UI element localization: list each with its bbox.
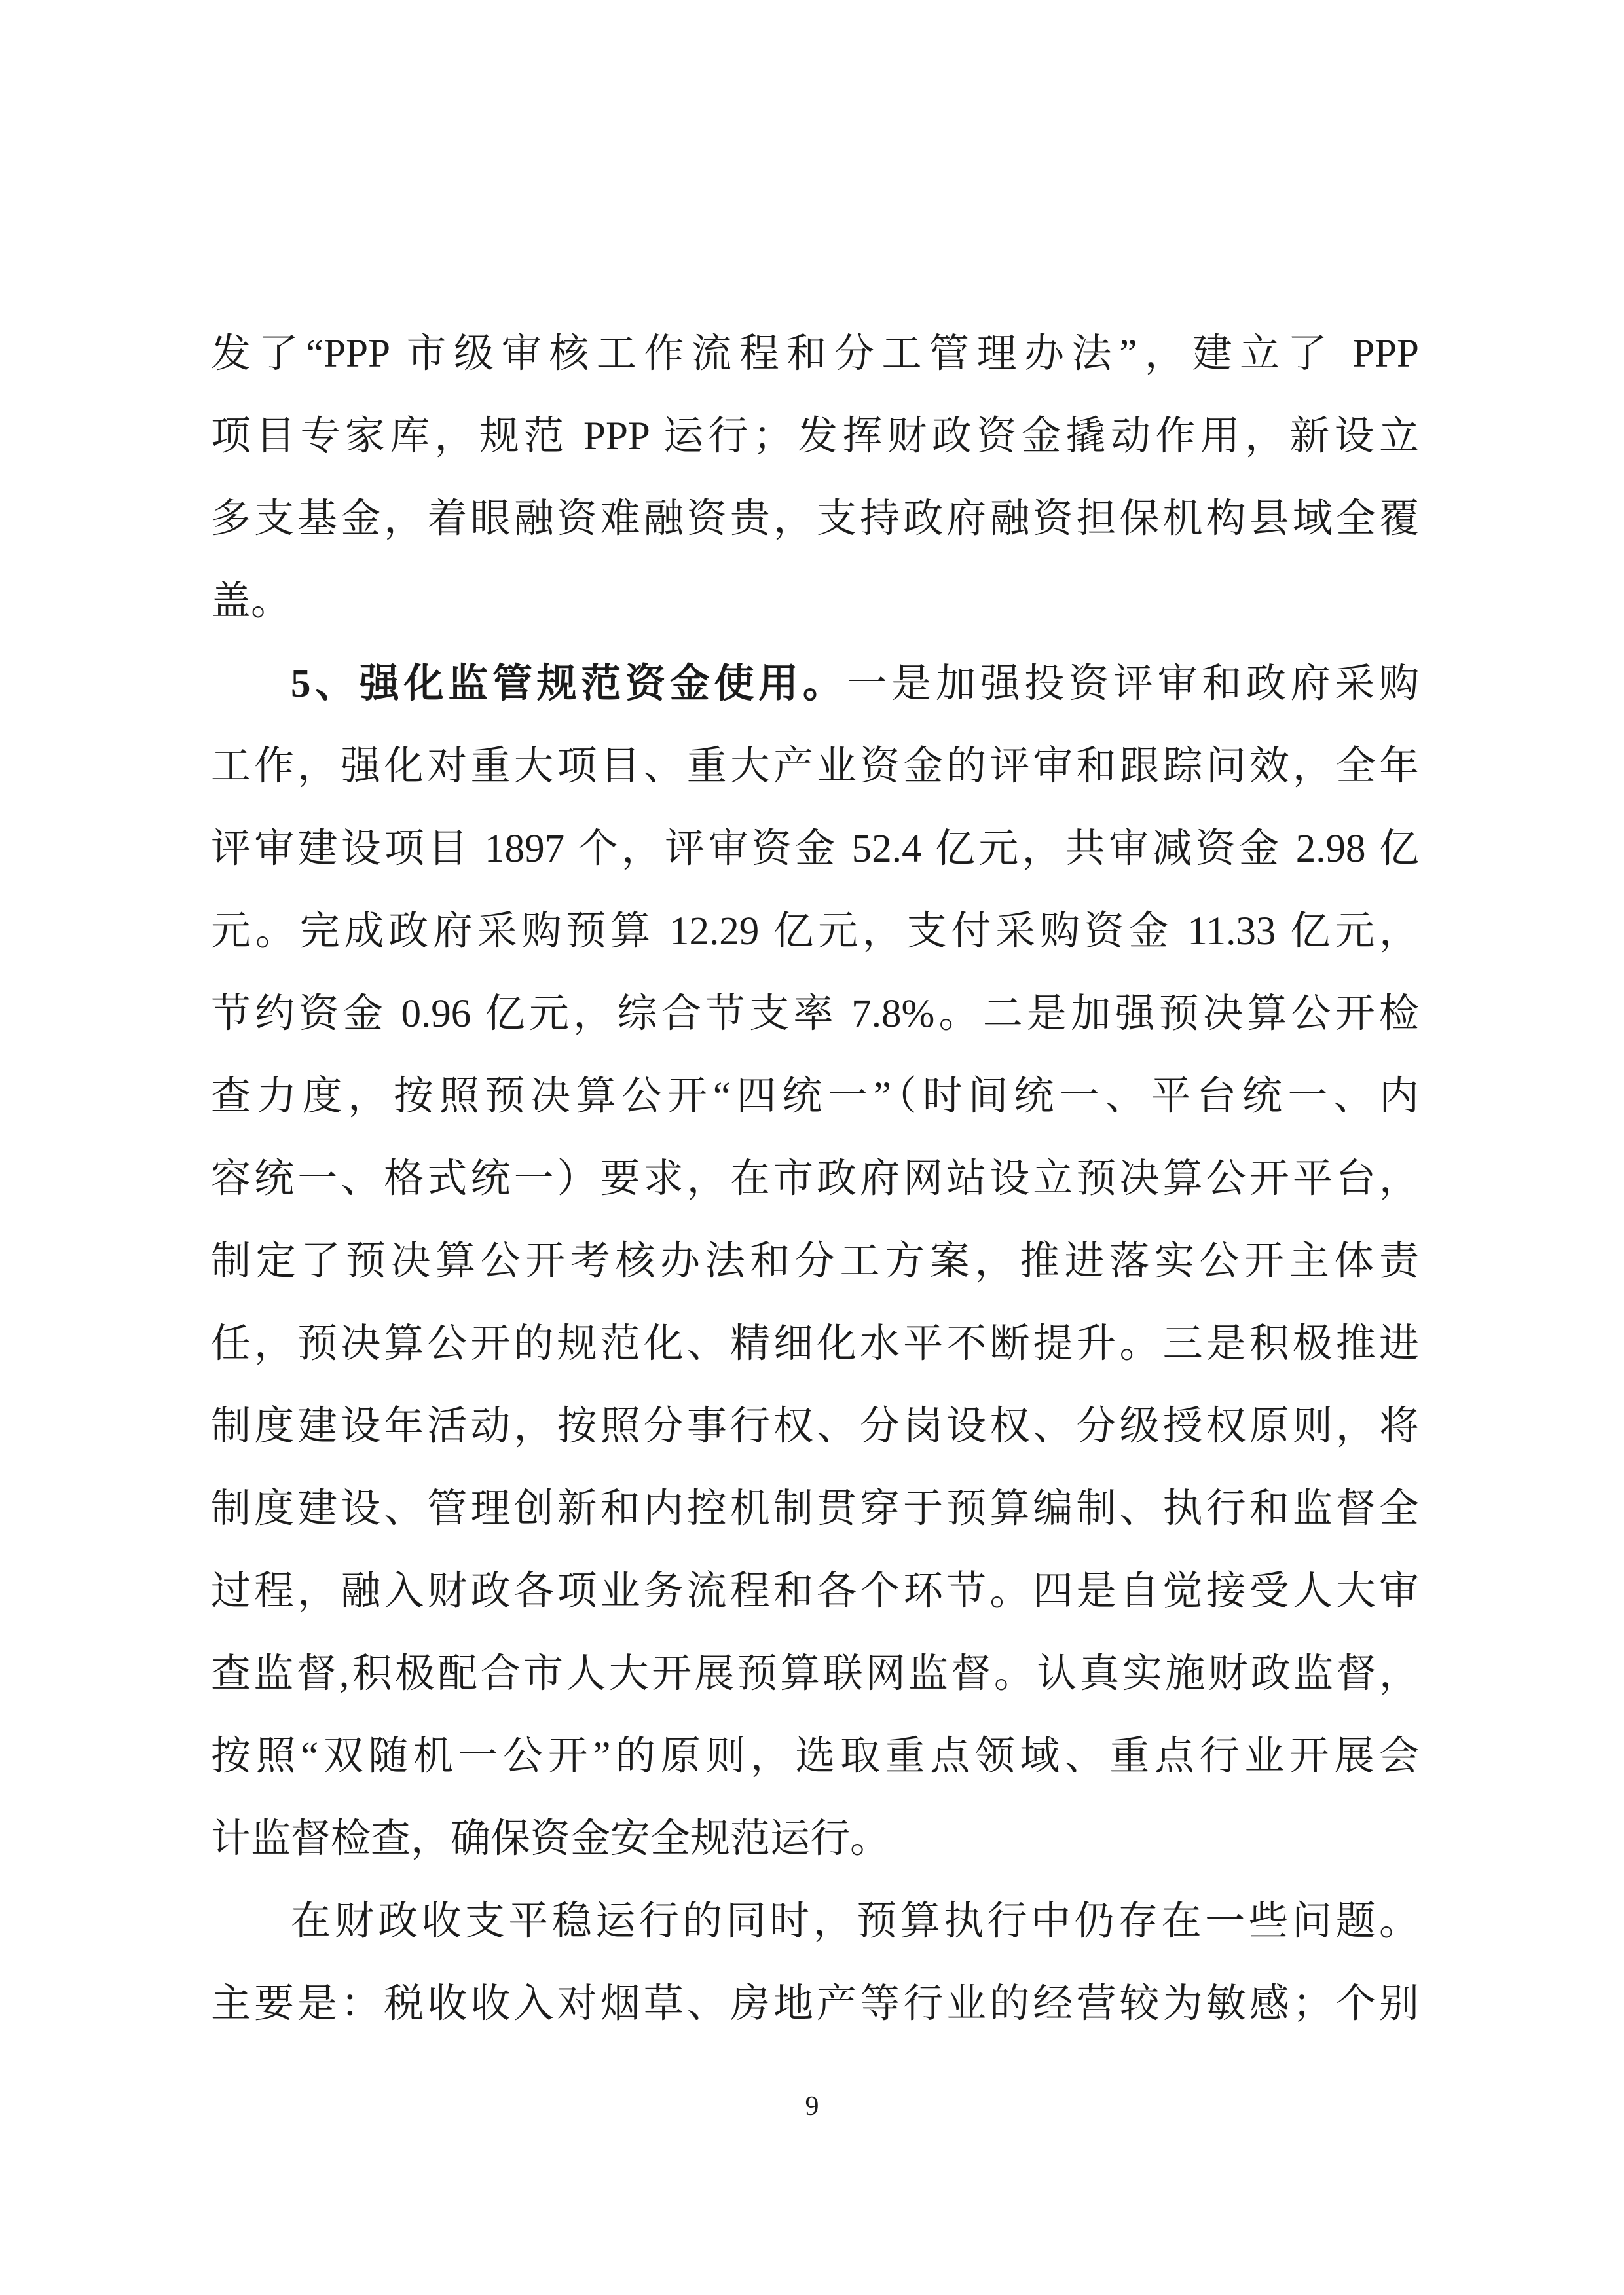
text-line: 计监督检查，确保资金安全规范运行。 xyxy=(211,1817,891,1861)
text-line-with-section-heading: 5、强化监管规范资金使用。一是加强投资评审和政府采购 xyxy=(291,662,1419,706)
text-line: 元。完成政府采购预算 12.29 亿元，支付采购资金 11.33 亿元， xyxy=(211,909,1419,953)
text-line: 任，预决算公开的规范化、精细化水平不断提升。三是积极推进 xyxy=(211,1322,1419,1366)
text-line: 主要是：税收收入对烟草、房地产等行业的经营较为敏感；个别 xyxy=(211,1982,1419,2026)
document-text-block xyxy=(211,313,1419,2046)
text-line: 按照“双随机一公开”的原则，选取重点领域、重点行业开展会 xyxy=(211,1735,1419,1778)
text-line: 制度建设年活动，按照分事行权、分岗设权、分级授权原则，将 xyxy=(211,1405,1419,1448)
text-line: 容统一、格式统一）要求，在市政府网站设立预决算公开平台， xyxy=(211,1157,1419,1201)
text-line: 过程，融入财政各项业务流程和各个环节。四是自觉接受人大审 xyxy=(211,1570,1419,1613)
text-line: 在财政收支平稳运行的同时，预算执行中仍存在一些问题。 xyxy=(291,1900,1419,1943)
text-line: 制度建设、管理创新和内控机制贯穿于预算编制、执行和监督全 xyxy=(211,1487,1419,1531)
text-line: 节约资金 0.96 亿元，综合节支率 7.8%。二是加强预决算公开检 xyxy=(211,992,1419,1036)
text-line: 查力度，按照预决算公开“四统一”（时间统一、平台统一、内 xyxy=(211,1074,1419,1118)
text-line: 多支基金，着眼融资难融资贵，支持政府融资担保机构县域全覆 xyxy=(211,497,1419,541)
page-number: 9 xyxy=(805,2091,819,2121)
section-heading: 5、强化监管规范资金使用。 xyxy=(291,662,847,706)
text-line: 工作，强化对重大项目、重大产业资金的评审和跟踪问效，全年 xyxy=(211,744,1419,788)
text-line: 评审建设项目 1897 个，评审资金 52.4 亿元，共审减资金 2.98 亿 xyxy=(211,827,1419,871)
text-line: 查监督,积极配合市人大开展预算联网监督。认真实施财政监督， xyxy=(211,1652,1419,1696)
text-line: 项目专家库，规范 PPP 运行；发挥财政资金撬动作用，新设立 xyxy=(211,414,1419,458)
text-line: 发了“PPP 市级审核工作流程和分工管理办法”，建立了 PPP xyxy=(211,332,1419,376)
text-line: 制定了预决算公开考核办法和分工方案，推进落实公开主体责 xyxy=(211,1239,1419,1283)
text-line: 盖。 xyxy=(211,579,291,623)
